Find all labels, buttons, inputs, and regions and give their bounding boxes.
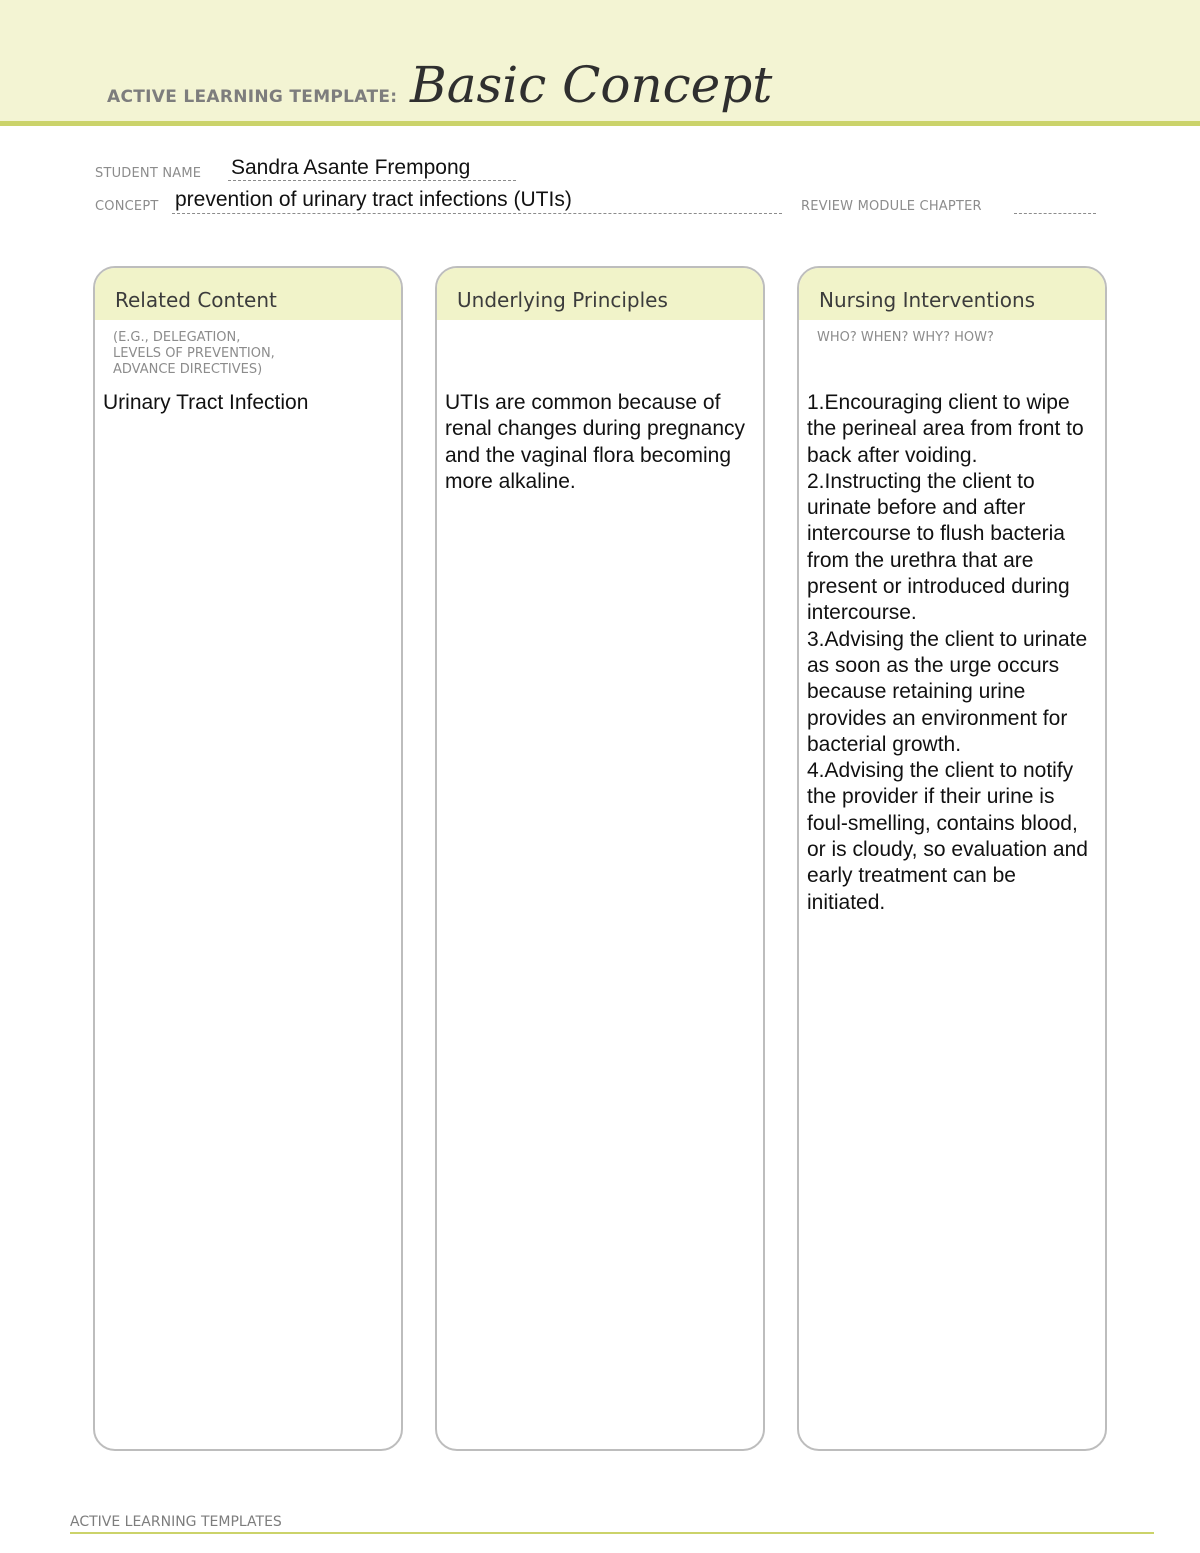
related-content-heading: Related Content	[95, 268, 401, 320]
related-content-subheading: (E.G., DELEGATION, LEVELS OF PREVENTION, ADVANCE DIRECTIVES)	[113, 330, 275, 377]
intervention-item: 1.Encouraging client to wipe the perineal area from front to back after voiding.	[807, 391, 1084, 467]
review-module-label: REVIEW MODULE CHAPTER	[801, 199, 982, 214]
underlying-principles-body[interactable]: UTIs are common because of renal changes during pregnancy and the vaginal flora becoming more alkaline.	[445, 391, 746, 493]
student-name-field[interactable]: Sandra Asante Frempong	[231, 156, 471, 179]
related-content-card	[93, 266, 403, 1451]
student-name-label: STUDENT NAME	[95, 166, 202, 181]
review-module-underline	[1014, 213, 1096, 214]
nursing-interventions-subheading: WHO? WHEN? WHY? HOW?	[817, 330, 994, 345]
footer-label: ACTIVE LEARNING TEMPLATES	[70, 1514, 282, 1530]
nursing-interventions-heading: Nursing Interventions	[799, 268, 1105, 320]
underlying-principles-card	[435, 266, 765, 1451]
concept-field[interactable]: prevention of urinary tract infections (UTIs)	[175, 188, 572, 211]
related-content-body[interactable]: Urinary Tract Infection	[103, 391, 309, 414]
intervention-item: 2.Instructing the client to urinate before and after intercourse to flush bacteria from the urethra that are present or introduced during intercourse.	[807, 469, 1070, 625]
template-label: ACTIVE LEARNING TEMPLATE:	[107, 87, 398, 107]
intervention-item: 3.Advising the client to urinate as soon as the urge occurs because retaining urine provides an environment for bacterial growth.	[807, 627, 1088, 756]
underlying-principles-heading: Underlying Principles	[437, 268, 763, 320]
concept-label: CONCEPT	[95, 199, 159, 214]
template-title: Basic Concept	[410, 56, 773, 114]
concept-underline	[172, 213, 782, 214]
student-name-underline	[228, 180, 516, 181]
intervention-item: 4.Advising the client to notify the provider if their urine is foul-smelling, contains blood, or is cloudy, so evaluation and early treatment can be initiated.	[807, 759, 1088, 914]
header-rule	[0, 121, 1200, 126]
footer-rule	[70, 1532, 1154, 1534]
nursing-interventions-card	[797, 266, 1107, 1451]
nursing-interventions-body[interactable]	[807, 390, 1099, 916]
